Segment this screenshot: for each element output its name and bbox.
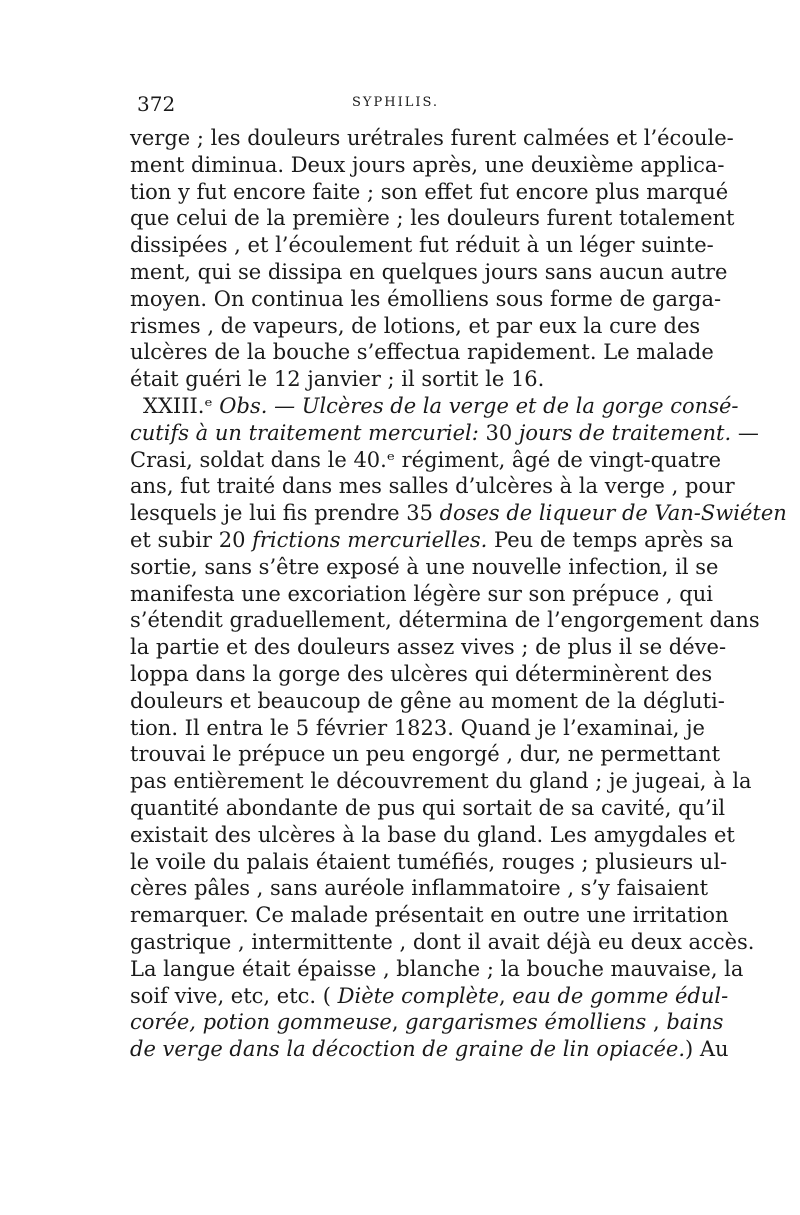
text-run: cères pâles , sans auréole inflammatoire , s’y faisaient xyxy=(130,876,709,901)
text-run: trouvai le prépuce un peu engorgé , dur, ne permettant xyxy=(130,742,721,767)
text-line xyxy=(130,581,713,608)
text-run: était guéri le 12 janvier ; il sortit le 16. xyxy=(130,367,545,392)
text-line xyxy=(130,125,734,152)
text-line xyxy=(130,420,759,447)
italic-text: gargarismes émolliens xyxy=(405,1010,647,1035)
text-line xyxy=(130,875,709,902)
text-run: et subir 20 xyxy=(130,527,253,552)
italic-text: cutifs à un traitement mercuriel: xyxy=(130,420,486,445)
italic-text: corée, potion gommeuse xyxy=(130,1010,392,1035)
text-run: Peu de temps après sa xyxy=(487,527,734,552)
text-run: existait des ulcères à la base du gland. Les amygdales et xyxy=(130,822,735,847)
text-run: manifesta une excoriation légère sur son prépuce , qui xyxy=(130,581,713,606)
text-line xyxy=(130,500,787,527)
text-run: quantité abondante de pus qui sortait de sa cavité, qu’il xyxy=(130,795,726,820)
text-run: le voile du palais étaient tuméfiés, rouges ; plusieurs ul- xyxy=(130,849,728,874)
text-run: lesquels je lui fis prendre 35 xyxy=(130,501,440,526)
text-run: 30 xyxy=(485,420,519,445)
text-run: dissipées , et l’écoulement fut réduit à un léger suinte- xyxy=(130,233,714,258)
text-run: s’étendit graduellement, détermina de l’engorgement dans xyxy=(130,608,760,633)
running-title: SYPHILIS. xyxy=(352,95,440,110)
text-run: Crasi, soldat dans le 40.ᵉ régiment, âgé de vingt-quatre xyxy=(130,447,722,472)
page-number: 372 xyxy=(137,92,176,116)
text-line xyxy=(130,983,729,1010)
text-line xyxy=(130,554,719,581)
text-line xyxy=(130,768,752,795)
text-line xyxy=(130,634,727,661)
text-run: gastrique , intermittente , dont il avait déjà eu deux accès. xyxy=(130,929,755,954)
text-run: , xyxy=(498,983,513,1008)
text-run: remarquer. Ce malade présentait en outre une irritation xyxy=(130,903,729,928)
text-line xyxy=(130,259,728,286)
text-line xyxy=(130,1009,724,1036)
text-line xyxy=(130,339,714,366)
text-run: moyen. On continua les émolliens sous forme de garga- xyxy=(130,286,722,311)
text-line xyxy=(130,741,721,768)
text-line xyxy=(130,929,755,956)
text-line xyxy=(130,393,739,420)
text-run: la partie et des douleurs assez vives ; de plus il se déve- xyxy=(130,635,727,660)
text-run: tion. Il entra le 5 février 1823. Quand je l’examinai, je xyxy=(130,715,705,740)
italic-text: bains xyxy=(666,1010,724,1035)
text-line xyxy=(130,286,722,313)
text-run: , xyxy=(646,1010,667,1035)
text-run: ) Au xyxy=(685,1037,729,1062)
text-line xyxy=(130,849,728,876)
text-run: rismes , de vapeurs, de lotions, et par eux la cure des xyxy=(130,313,701,338)
text-run: ment diminua. Deux jours après, une deuxième applica- xyxy=(130,152,725,177)
italic-text: eau de gomme édul- xyxy=(512,983,729,1008)
italic-text: Diète complète xyxy=(337,983,499,1008)
text-run: que celui de la première ; les douleurs furent totalement xyxy=(130,206,735,231)
body-text xyxy=(130,125,787,1063)
text-line xyxy=(130,795,726,822)
page-header xyxy=(0,92,800,116)
italic-text: frictions mercurielles. xyxy=(252,527,488,552)
text-run: douleurs et beaucoup de gêne au moment de la dégluti- xyxy=(130,688,725,713)
text-line xyxy=(130,527,734,554)
text-line xyxy=(130,205,735,232)
text-run: pas entièrement le découvrement du gland ; je jugeai, à la xyxy=(130,769,752,794)
text-run: verge ; les douleurs urétrales furent calmées et l’écoule- xyxy=(130,126,734,150)
text-line xyxy=(130,715,705,742)
text-run: tion y fut encore faite ; son effet fut encore plus marqué xyxy=(130,179,729,204)
text-run: soif vive, etc, etc. ( xyxy=(130,983,338,1008)
italic-text: Obs. — Ulcères de la verge et de la gorge consé- xyxy=(219,393,739,418)
italic-text: de verge dans la décoction de graine de lin opiacée. xyxy=(130,1037,685,1062)
italic-text: jours de traitement. xyxy=(518,420,732,445)
text-run: ans, fut traité dans mes salles d’ulcères à la verge , pour xyxy=(130,474,735,499)
text-line xyxy=(130,232,714,259)
text-line xyxy=(130,366,672,393)
text-line xyxy=(130,179,729,206)
text-run: ment, qui se dissipa en quelques jours sans aucun autre xyxy=(130,259,728,284)
text-line xyxy=(130,902,729,929)
text-line xyxy=(130,688,725,715)
text-line xyxy=(130,956,744,983)
text-line xyxy=(130,313,701,340)
text-run: — xyxy=(731,420,759,445)
text-run: ulcères de la bouche s’effectua rapidement. Le malade xyxy=(130,340,714,365)
text-line xyxy=(130,473,735,500)
text-line xyxy=(130,447,722,474)
text-line xyxy=(130,152,725,179)
text-run: La langue était épaisse , blanche ; la bouche mauvaise, la xyxy=(130,956,744,981)
text-run: XXIII.ᵉ xyxy=(143,393,220,418)
text-run: loppa dans la gorge des ulcères qui déterminèrent des xyxy=(130,661,713,686)
text-line xyxy=(130,661,713,688)
italic-text: doses de liqueur de Van-Swiéten xyxy=(439,501,787,526)
text-line xyxy=(130,607,760,634)
text-line xyxy=(130,1036,729,1063)
text-run: sortie, sans s’être exposé à une nouvelle infection, il se xyxy=(130,554,719,579)
text-line xyxy=(130,822,735,849)
text-run: , xyxy=(391,1010,406,1035)
